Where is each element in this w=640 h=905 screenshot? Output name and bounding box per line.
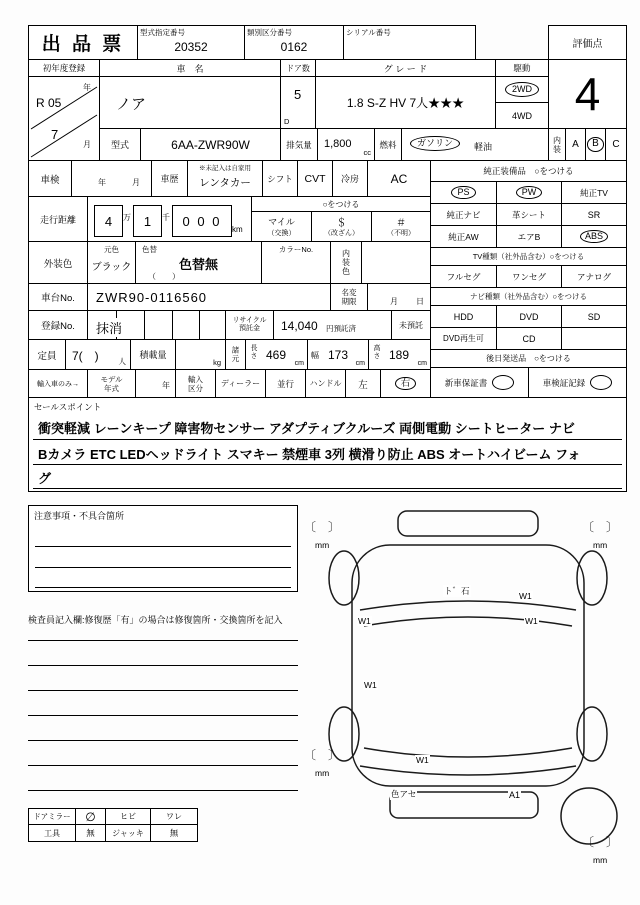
interior-color-label: 内装色 <box>341 249 351 276</box>
model-code-label: 型式指定番号 <box>140 28 185 37</box>
shaken-year-unit: 年 <box>98 178 106 187</box>
color-no-cell <box>261 241 331 284</box>
car-name-label: 車 名 <box>99 59 281 77</box>
tv-analog: アナログ <box>561 265 627 288</box>
car-body <box>352 545 584 786</box>
mileage-digit-3: 0 0 0 <box>172 205 232 237</box>
doors-label: ドア数 <box>280 59 316 77</box>
model-value: 6AA-ZWR90W <box>140 128 281 161</box>
score-value: 4 <box>548 59 627 129</box>
recycle-value-cell <box>273 310 392 340</box>
interior-grade-b-circled: B <box>587 137 604 152</box>
inspector-rule <box>28 665 298 666</box>
mile-label: マイル <box>268 217 295 227</box>
mm-bracket: 〔 〕 <box>304 520 341 534</box>
tv-fullseg: フルセグ <box>430 265 497 288</box>
name-change-label-cell <box>330 283 368 311</box>
width-value: 173 <box>328 348 349 362</box>
width-cell <box>307 339 369 370</box>
load-value-cell <box>175 339 226 370</box>
history-cell <box>187 160 263 197</box>
mileage-mark-header: ○をつける <box>251 196 431 212</box>
equip-pw-cell <box>496 181 562 204</box>
color-no-label: カラーNo. <box>278 245 314 254</box>
import-parallel: 並行 <box>265 369 306 398</box>
drive-label: 駆動 <box>495 59 549 77</box>
handle-right-cell <box>380 369 431 398</box>
interior-grade-b-cell <box>585 128 606 161</box>
doors-value: 5 <box>294 87 302 102</box>
history-value: レンタカー <box>199 177 251 189</box>
box-divider <box>172 311 173 339</box>
history-label: 車歴 <box>151 160 188 197</box>
displacement-unit: cc <box>363 148 371 157</box>
base-color-value: ブラック <box>91 262 132 273</box>
mm-bracket: 〔 〕 <box>582 520 619 534</box>
fuel-cell <box>401 128 549 161</box>
chassis-label: 車台No. <box>28 283 88 311</box>
base-color-cell <box>87 241 136 284</box>
shift-label: シフト <box>262 160 298 197</box>
sales-line-3: グ <box>38 471 52 486</box>
notes-rule <box>35 567 291 568</box>
wheel-front-left <box>329 551 359 605</box>
rear-window-top <box>364 748 572 757</box>
tv-type-header: TV種類（社外品含む）○をつける <box>430 247 627 266</box>
ac-value: AC <box>367 160 431 197</box>
month-value: 7 <box>51 127 59 142</box>
class-code-value: 0162 <box>280 39 308 54</box>
history-note: ※未記入は自家用 <box>199 165 251 172</box>
import-div-label-cell <box>175 369 216 398</box>
tool-none: 無 <box>75 824 106 842</box>
inspector-rule <box>28 715 298 716</box>
equip-aw: 純正AW <box>430 225 497 248</box>
fuel-diesel: 軽油 <box>474 142 493 152</box>
load-unit: kg <box>213 358 221 367</box>
width-label: 幅 <box>311 351 319 360</box>
grade-label: グ レ ー ド <box>315 59 496 77</box>
displacement-cell <box>317 128 375 161</box>
equip-ps-circled: PS <box>451 186 475 199</box>
equip-pw-circled: PW <box>516 186 543 199</box>
sales-rule <box>33 464 622 465</box>
windshield-top <box>360 601 576 610</box>
dims-label-cell <box>225 339 246 370</box>
mile-sub: （交換） <box>267 230 296 237</box>
shift-value: CVT <box>297 160 333 197</box>
hash-label: ＃ <box>396 218 406 229</box>
recycle-label-1: リサイクル <box>232 316 267 324</box>
month-unit: 月 <box>83 140 91 149</box>
drive-2wd-cell <box>495 76 549 103</box>
inspector-rule <box>28 690 298 691</box>
navi-dvd: DVD <box>496 305 562 328</box>
inspector-rule <box>28 640 298 641</box>
mileage-label: 走行距離 <box>28 196 88 242</box>
model-year-value <box>135 369 176 398</box>
recycle-label-cell <box>225 310 274 340</box>
interior-label-cell <box>548 128 566 161</box>
import-dealer: ディーラー <box>215 369 266 398</box>
year-unit: 年 <box>83 83 91 92</box>
inspector-rule <box>28 740 298 741</box>
ac-label: 冷房 <box>332 160 368 197</box>
serial-cell <box>343 25 476 60</box>
first-reg-label: 初年度登録 <box>28 59 100 77</box>
hash-col <box>371 211 431 242</box>
interior-color-blank <box>361 241 431 284</box>
warranty-cell <box>430 367 529 398</box>
import-div-label-2: 区分 <box>188 383 203 393</box>
dollar-label: ＄ <box>336 218 347 229</box>
record-mark-circle <box>590 375 612 390</box>
notes-rule <box>35 587 291 588</box>
damage-w1-label: W1 <box>416 755 429 765</box>
mm-bracket: 〔 〕 <box>582 835 619 849</box>
model-year-label-2: 年式 <box>104 383 119 393</box>
damage-w1-label: W1 <box>358 616 371 626</box>
page-title: 出 品 票 <box>28 25 138 60</box>
record-label: 車検証記録 <box>542 377 586 388</box>
mirror-crack-label: ヒビ <box>105 808 151 825</box>
mileage-digit-1: 4 <box>94 205 123 237</box>
class-code-label: 類別区分番号 <box>247 28 292 37</box>
name-change-label-2: 期限 <box>341 297 357 306</box>
serial-label: シリアル番号 <box>346 28 391 37</box>
length-value: 469 <box>266 348 287 362</box>
mileage-man: 万 <box>123 213 131 222</box>
model-code-cell <box>137 25 245 60</box>
record-cell <box>528 367 627 398</box>
inspector-note: 検査員記入欄:修復歴「有」の場合は修復箇所・交換箇所を記入 <box>28 615 283 625</box>
name-change-label-1: 名変 <box>341 288 357 297</box>
mirror-status-icon: ∅ <box>75 808 106 825</box>
displacement-label: 排気量 <box>280 128 318 161</box>
color-change-paren: （ ） <box>148 272 180 281</box>
capacity-value: 7( ) <box>72 349 99 363</box>
chassis-value-cell <box>87 283 331 311</box>
navi-blank <box>561 327 627 350</box>
mm-unit: mm <box>315 540 330 550</box>
mirror-break-label: ワレ <box>150 808 198 825</box>
ext-color-label: 外装色 <box>28 241 88 284</box>
equip-ps-cell <box>430 181 497 204</box>
sales-points-box <box>28 397 627 492</box>
capacity-unit: 人 <box>118 357 126 366</box>
chassis-value: ZWR90-0116560 <box>96 290 208 305</box>
name-change-date <box>367 283 431 311</box>
handle-right-circled: 右 <box>395 377 417 391</box>
rear-window-bottom <box>360 766 576 775</box>
recycle-value: 14,040 <box>281 319 318 333</box>
equip-leather: 革シート <box>496 203 562 226</box>
color-change-value: 色替無 <box>178 257 218 272</box>
damage-w1-label: W1 <box>525 616 538 626</box>
sales-rule <box>33 439 622 440</box>
grade-value: 1.8 S-Z HV 7人★★★ <box>315 76 496 129</box>
later-ship-header: 後日発送品 ○をつける <box>430 349 627 368</box>
mm-unit: mm <box>315 768 330 778</box>
mileage-unit: km <box>232 225 243 234</box>
jack-none: 無 <box>150 824 198 842</box>
interior-grade-a: A <box>565 128 586 161</box>
mirror-label: ドアミラー <box>28 808 76 825</box>
color-change-cell <box>135 241 262 284</box>
warranty-mark-circle <box>492 375 514 390</box>
doors-sub: D <box>284 117 290 126</box>
notes-rule <box>35 546 291 547</box>
fuel-gas-circled: ガソリン <box>410 136 460 151</box>
inspector-rule <box>28 765 298 766</box>
wheel-rear-right <box>577 707 607 761</box>
first-reg-value <box>28 76 100 161</box>
mile-col <box>251 211 312 242</box>
notes-box <box>28 505 298 592</box>
mm-unit: mm <box>593 540 608 550</box>
notes-title: 注意事項・不具合箇所 <box>34 511 125 521</box>
equip-airbag: エアB <box>496 225 562 248</box>
width-unit: cm <box>355 360 365 367</box>
capacity-label: 定員 <box>28 339 66 370</box>
shaken-month-unit: 月 <box>132 178 140 187</box>
sales-line-1: 衝突軽減 レーンキープ 障害物センサー アダプティブクルーズ 両側電動 シートヒーター ナビ <box>38 421 575 436</box>
height-cell <box>368 339 431 370</box>
drive-4wd: 4WD <box>495 102 549 129</box>
era-year: R 05 <box>36 96 62 110</box>
damage-w1-label: W1 <box>519 591 532 601</box>
front-bumper <box>398 511 538 536</box>
equip-abs-circled: ABS <box>580 230 608 243</box>
equip-navi: 純正ナビ <box>430 203 497 226</box>
navi-cd: CD <box>496 327 562 350</box>
nc-month-unit: 月 <box>390 297 398 306</box>
mm-bracket: 〔 〕 <box>304 748 341 762</box>
import-only-label: 輸入車のみ→ <box>28 369 88 398</box>
navi-dvd-play: DVD再生可 <box>430 327 497 350</box>
sales-line-2: Bカメラ ETC LEDヘッドライト スマキー 禁煙車 3列 横滑り防止 ABS オートハイビーム フォ <box>38 447 581 462</box>
windshield-bottom <box>364 617 572 626</box>
navi-type-header: ナビ種類（社外品含む）○をつける <box>430 287 627 306</box>
shaken-label: 車検 <box>28 160 72 197</box>
car-name: ノア <box>116 96 147 113</box>
shaken-value <box>71 160 152 197</box>
mm-unit: mm <box>593 855 608 865</box>
sales-rule <box>33 488 622 489</box>
height-label: 高さ <box>373 344 380 360</box>
genuine-equip-header: 純正装備品 ○をつける <box>430 160 627 182</box>
model-code-value: 20352 <box>174 39 208 54</box>
recycle-alt: 未預託 <box>391 310 431 340</box>
jack-label: ジャッキ <box>105 824 151 842</box>
dollar-sub: （改ざん） <box>324 230 359 237</box>
model-year-unit: 年 <box>162 381 170 390</box>
model-year-label-cell <box>87 369 136 398</box>
length-cell <box>245 339 308 370</box>
drive-2wd-circled: 2WD <box>505 82 539 97</box>
navi-hdd: HDD <box>430 305 497 328</box>
dollar-col <box>311 211 372 242</box>
equip-sr: SR <box>561 203 627 226</box>
score-label: 評価点 <box>548 25 627 60</box>
tool-label: 工具 <box>28 824 76 842</box>
height-unit: cm <box>417 360 427 367</box>
base-color-label: 元色 <box>104 245 119 254</box>
inspector-rule <box>28 790 298 791</box>
warranty-label: 新車保証書 <box>444 377 488 388</box>
interior-grade-c: C <box>605 128 627 161</box>
mileage-sen: 千 <box>162 213 170 222</box>
car-name-value <box>99 76 281 129</box>
reg-no-value: 抹消 <box>94 318 124 337</box>
length-unit: cm <box>294 360 304 367</box>
navi-sd: SD <box>561 305 627 328</box>
reg-no-label: 登録No. <box>28 310 88 340</box>
height-value: 189 <box>389 348 410 362</box>
equip-tv: 純正TV <box>561 181 627 204</box>
dims-label: 諸元 <box>231 346 240 363</box>
length-label: 長さ <box>250 344 257 360</box>
tv-oneseg: ワンセグ <box>496 265 562 288</box>
mileage-cell <box>87 196 252 242</box>
equip-abs-cell <box>561 225 627 248</box>
wheel-front-right <box>577 551 607 605</box>
model-label: 型式 <box>99 128 141 161</box>
damage-dent-label: ト゛石 <box>444 586 470 596</box>
damage-a1-label: A1 <box>509 790 521 800</box>
load-label: 積載量 <box>130 339 176 370</box>
model-year-label-1: モデル <box>100 374 123 384</box>
class-code-cell <box>244 25 344 60</box>
import-div-label-1: 輸入 <box>188 374 203 384</box>
box-divider <box>144 311 145 339</box>
hash-sub: （不明） <box>387 230 415 237</box>
fuel-label: 燃料 <box>374 128 402 161</box>
box-divider <box>199 311 200 339</box>
reg-no-boxes <box>87 310 226 340</box>
damage-w1-label: W1 <box>364 680 377 690</box>
doors-value-cell <box>280 76 316 129</box>
interior-label: 内装 <box>552 135 562 154</box>
interior-color-cell <box>330 241 362 284</box>
recycle-suffix: 円預託済 <box>326 324 356 333</box>
mileage-digit-2: 1 <box>133 205 162 237</box>
handle-label: ハンドル <box>305 369 346 398</box>
handle-left: 左 <box>345 369 381 398</box>
nc-day-unit: 日 <box>416 297 424 306</box>
capacity-value-cell <box>65 339 131 370</box>
sales-points-label: セールスポイント <box>34 402 102 412</box>
damage-fade-label: 色アセ <box>391 789 417 799</box>
color-change-label: 色替 <box>142 245 157 254</box>
recycle-label-2: 預託金 <box>239 325 260 332</box>
displacement-value: 1,800 <box>324 138 352 150</box>
